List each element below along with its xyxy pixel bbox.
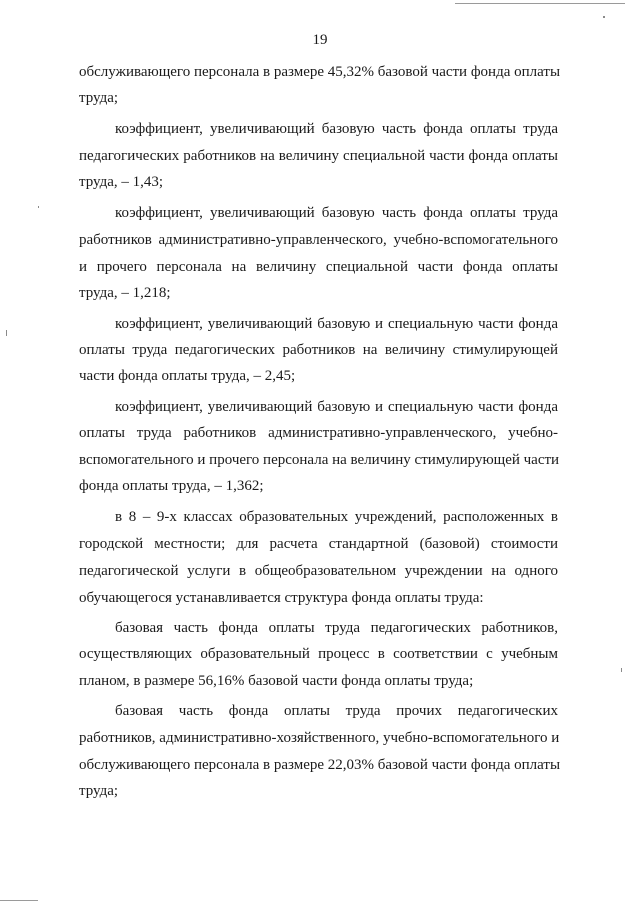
text-line: коэффициент, увеличивающий базовую часть фонда оплаты труда bbox=[115, 121, 558, 137]
text-line: труда; bbox=[79, 90, 119, 106]
text-line: работников, административно-хозяйственного, учебно-вспомогательного и bbox=[79, 730, 560, 746]
text-line: и прочего персонала на величину специальной части фонда оплаты bbox=[79, 259, 558, 275]
text-line: обслуживающего персонала в размере 22,03% базовой части фонда оплаты bbox=[79, 757, 561, 773]
text-line: оплаты труда работников административно-управленческого, учебно- bbox=[79, 425, 558, 441]
scan-speck bbox=[38, 206, 39, 208]
text-line: оплаты труда педагогических работников на величину стимулирующей bbox=[79, 342, 558, 358]
text-line: коэффициент, увеличивающий базовую часть фонда оплаты труда bbox=[115, 205, 558, 221]
text-line: труда, – 1,43; bbox=[79, 174, 164, 190]
text-line: коэффициент, увеличивающий базовую и специальную части фонда bbox=[115, 316, 558, 332]
text-line: педагогической услуги в общеобразовательном учреждении на одного bbox=[79, 563, 558, 579]
text-line: вспомогательного и прочего персонала на величину стимулирующей части bbox=[79, 452, 560, 468]
text-line: фонда оплаты труда, – 1,362; bbox=[79, 478, 264, 494]
text-line: работников административно-управленческого, учебно-вспомогательного bbox=[79, 232, 558, 248]
scan-speck bbox=[603, 16, 605, 18]
text-line: базовая часть фонда оплаты труда прочих педагогических bbox=[115, 703, 558, 719]
text-line: осуществляющих образовательный процесс в соответствии с учебным bbox=[79, 646, 558, 662]
text-line: труда; bbox=[79, 783, 119, 799]
text-line: обучающегося устанавливается структура фонда оплаты труда: bbox=[79, 590, 484, 606]
scan-speck bbox=[621, 668, 622, 672]
text-line: коэффициент, увеличивающий базовую и специальную части фонда bbox=[115, 399, 558, 415]
page-number: 19 bbox=[312, 32, 328, 48]
text-line: городской местности; для расчета стандартной (базовой) стоимости bbox=[79, 536, 558, 552]
scan-edge-line-top bbox=[455, 3, 625, 4]
text-line: педагогических работников на величину специальной части фонда оплаты bbox=[79, 148, 558, 164]
scan-speck bbox=[6, 330, 7, 336]
text-line: планом, в размере 56,16% базовой части фонда оплаты труда; bbox=[79, 673, 474, 689]
scan-edge-line-bottom bbox=[0, 900, 38, 901]
text-line: обслуживающего персонала в размере 45,32% базовой части фонда оплаты bbox=[79, 64, 561, 80]
text-line: в 8 – 9-х классах образовательных учреждений, расположенных в bbox=[115, 509, 558, 525]
text-line: базовая часть фонда оплаты труда педагогических работников, bbox=[115, 620, 558, 636]
text-line: труда, – 1,218; bbox=[79, 285, 171, 301]
text-line: части фонда оплаты труда, – 2,45; bbox=[79, 368, 296, 384]
